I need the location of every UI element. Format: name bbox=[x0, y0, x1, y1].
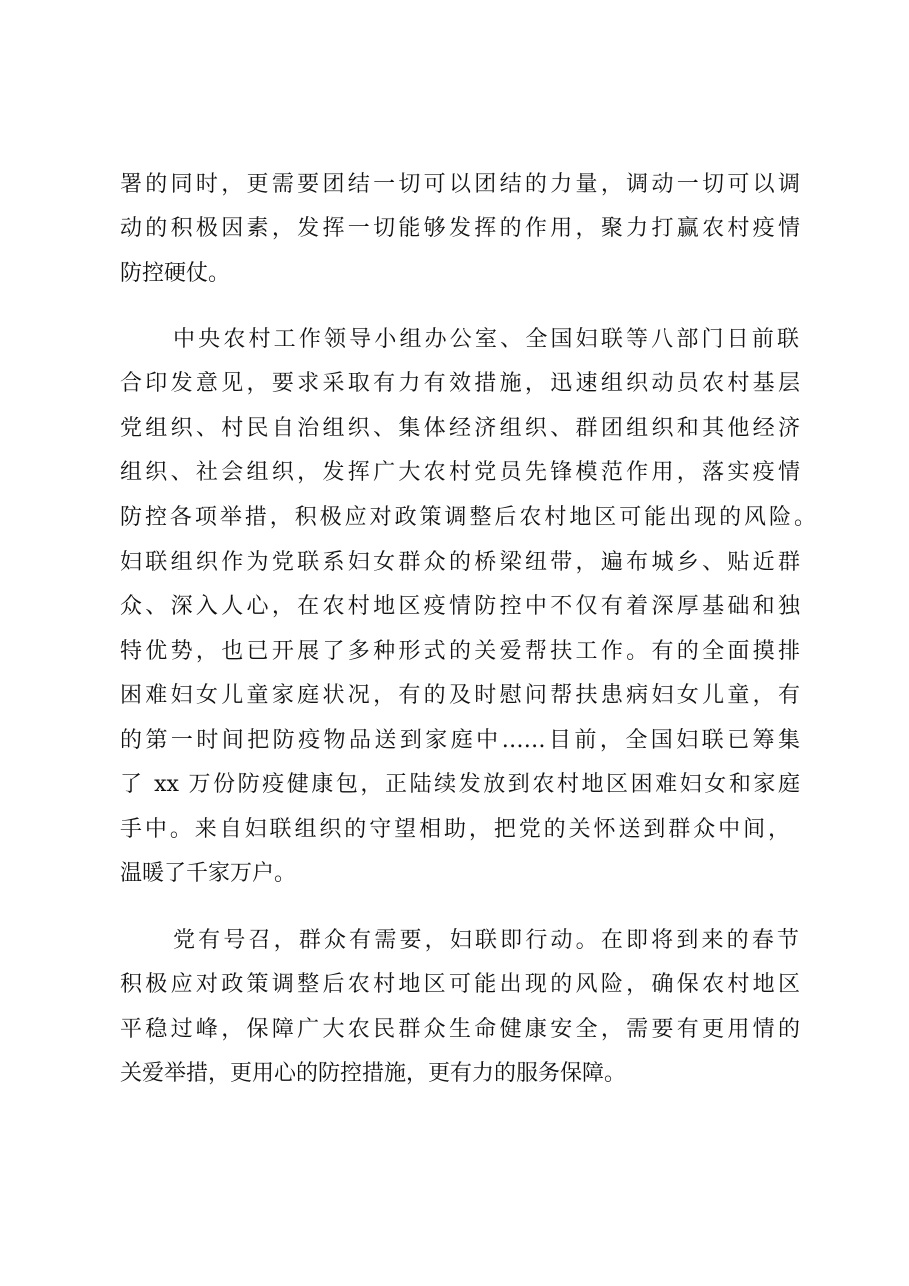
text-line: 党组织、村民自治组织、集体经济组织、群团组织和其他经济 bbox=[120, 416, 800, 441]
text-line: 众、深入人心，在农村地区疫情防控中不仅有着深厚基础和独 bbox=[120, 594, 800, 619]
text-line: 了 xx 万份防疫健康包，正陆续发放到农村地区困难妇女和家庭 bbox=[120, 772, 800, 797]
text-line: 党有号召，群众有需要，妇联即行动。在即将到来的春节 bbox=[173, 928, 799, 953]
text-line: 的第一时间把防疫物品送到家庭中……目前，全国妇联已筹集 bbox=[120, 728, 800, 753]
text-line: 温暖了千家万户。 bbox=[120, 861, 297, 886]
text-line: 平稳过峰，保障广大农民群众生命健康安全，需要有更用情的 bbox=[120, 1017, 800, 1042]
text-line: 防控硬仗。 bbox=[120, 261, 231, 286]
text-line: 合印发意见，要求采取有力有效措施，迅速组织动员农村基层 bbox=[120, 371, 800, 396]
text-line: 关爱举措，更用心的防控措施，更有力的服务保障。 bbox=[120, 1061, 627, 1086]
text-line: 特优势，也已开展了多种形式的关爱帮扶工作。有的全面摸排 bbox=[120, 639, 800, 664]
text-line: 署的同时，更需要团结一切可以团结的力量，调动一切可以调 bbox=[120, 172, 800, 197]
text-line: 中央农村工作领导小组办公室、全国妇联等八部门日前联 bbox=[173, 327, 799, 352]
text-line: 困难妇女儿童家庭状况，有的及时慰问帮扶患病妇女儿童，有 bbox=[120, 683, 800, 708]
text-line: 积极应对政策调整后农村地区可能出现的风险，确保农村地区 bbox=[120, 972, 800, 997]
text-line: 组织、社会组织，发挥广大农村党员先锋模范作用，落实疫情 bbox=[120, 460, 800, 485]
text-line: 动的积极因素，发挥一切能够发挥的作用，聚力打赢农村疫情 bbox=[120, 216, 800, 241]
text-line: 妇联组织作为党联系妇女群众的桥梁纽带，遍布城乡、贴近群 bbox=[120, 550, 800, 575]
text-line: 手中。来自妇联组织的守望相助，把党的关怀送到群众中间， bbox=[120, 817, 790, 842]
text-line: 防控各项举措，积极应对政策调整后农村地区可能出现的风险。 bbox=[120, 505, 816, 530]
